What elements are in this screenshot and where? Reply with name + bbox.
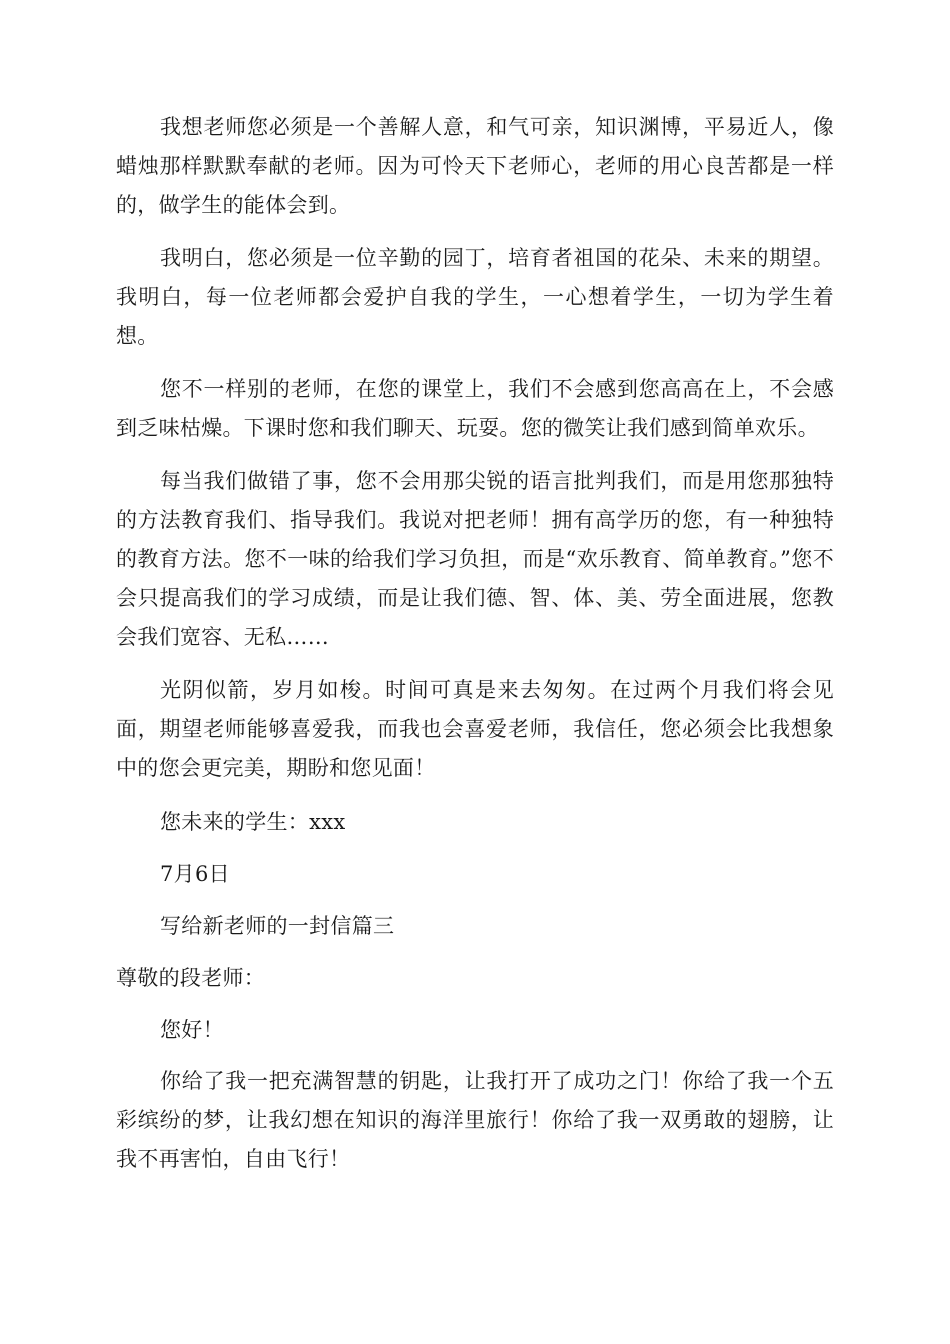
section-title: 写给新老师的一封信篇三 [160,914,395,938]
paragraph-4: 每当我们做错了事，您不会用那尖锐的语言批判我们，而是用您那独特的方法教育我们、指导我们。我说对把老师！拥有高学历的您，有一种独特的教育方法。您不一味的给我们学习负担，而是“欢乐教育、简单教育。”您不会只提高我们的学习成绩，而是让我们德、智、体、美、劳全面进展，您教会我们宽容、无私…… [116,469,834,649]
document-page [116,108,834,1193]
paragraph-3: 您不一样别的老师，在您的课堂上，我们不会感到您高高在上，不会感到乏味枯燥。下课时您和我们聊天、玩耍。您的微笑让我们感到简单欢乐。 [116,377,834,440]
salutation: 尊敬的段老师： [116,966,266,990]
paragraph-1: 我想老师您必须是一个善解人意，和气可亲，知识渊博，平易近人，像蜡烛那样默默奉献的老师。因为可怜天下老师心，老师的用心良苦都是一样的，做学生的能体会到。 [116,115,834,217]
paragraph-2: 我明白，您必须是一位辛勤的园丁，培育者祖国的花朵、未来的期望。我明白，每一位老师都会爱护自我的学生，一心想着学生，一切为学生着想。 [116,246,834,348]
signature: 您未来的学生：xxx [160,810,346,834]
paragraph-5: 光阴似箭，岁月如梭。时间可真是来去匆匆。在过两个月我们将会见面，期望老师能够喜爱我，而我也会喜爱老师，我信任，您必须会比我想象中的您会更完美，期盼和您见面！ [116,678,834,780]
closing-paragraph: 你给了我一把充满智慧的钥匙，让我打开了成功之门！你给了我一个五彩缤纷的梦，让我幻想在知识的海洋里旅行！你给了我一双勇敢的翅膀，让我不再害怕，自由飞行！ [116,1069,834,1171]
date: 7月6日 [160,862,230,886]
greeting: 您好！ [160,1018,224,1042]
